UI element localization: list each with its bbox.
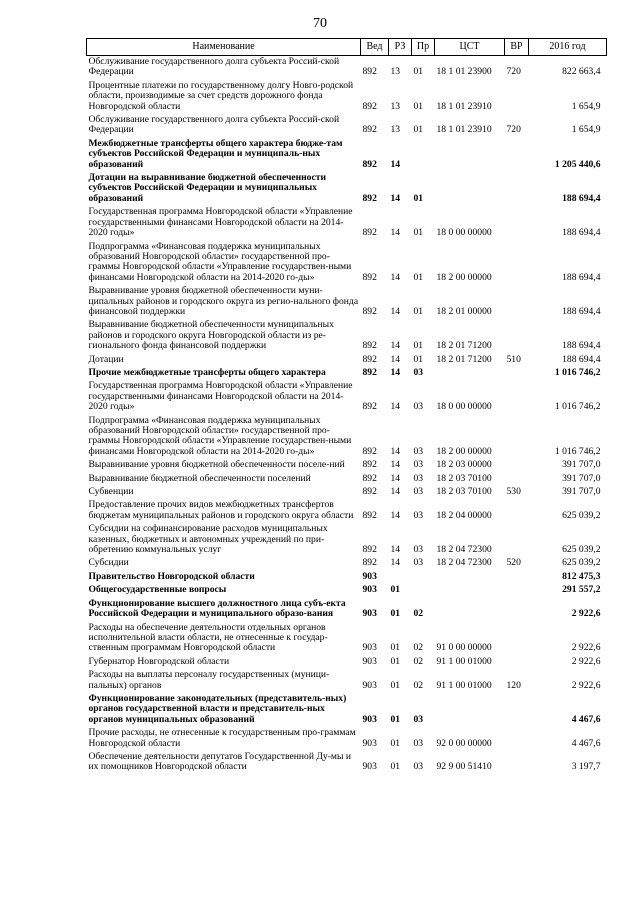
row-vr — [505, 241, 529, 286]
table-row — [87, 622, 607, 656]
row-pr: 01 — [413, 124, 424, 136]
row-ved: 892 — [362, 486, 377, 498]
row-cst: 18 2 04 72300 — [436, 544, 492, 556]
row-sum: 1 654,9 — [571, 124, 601, 136]
row-sum: 2 922,6 — [571, 608, 601, 620]
row-name: Выравнивание уровня бюджетной обеспеченности муни-ципальных районов и городского округа из регио-нального фонда финансовой поддержки — [88, 285, 359, 317]
row-name: Общегосударственные вопросы — [88, 584, 227, 596]
row-cst: 18 2 03 00000 — [436, 459, 492, 471]
table-row — [87, 138, 607, 172]
budget-table — [86, 38, 607, 775]
row-sum: 1 016 746,2 — [554, 445, 601, 457]
row-pr: 01 — [413, 100, 424, 112]
table-row — [87, 459, 607, 472]
table-row — [87, 415, 607, 460]
row-sum: 812 475,3 — [562, 570, 601, 582]
row-sum: 625 039,2 — [562, 544, 601, 556]
row-rz: 01 — [390, 737, 401, 749]
row-vr — [505, 285, 529, 319]
row-ved: 892 — [362, 459, 377, 471]
row-rz — [389, 571, 412, 584]
table-row — [87, 241, 607, 286]
row-rz: 14 — [390, 366, 401, 378]
row-cst — [435, 584, 505, 597]
table-row — [87, 367, 607, 380]
page-number: 70 — [313, 16, 327, 31]
row-name: Функционирование высшего должностного лица субъ-екта Российской Федерации и муниципального образо-вания — [88, 597, 346, 620]
row-sum: 1 205 440,6 — [554, 158, 601, 170]
row-pr: 02 — [413, 642, 424, 654]
row-vr — [505, 598, 529, 622]
row-cst: 92 9 00 51410 — [436, 761, 492, 773]
row-rz: 14 — [390, 353, 401, 365]
row-vr — [505, 380, 529, 414]
row-ved: 892 — [362, 472, 377, 484]
row-name: Субсидии — [88, 557, 129, 569]
row-sum: 4 467,6 — [571, 737, 601, 749]
row-sum: 2 922,6 — [571, 642, 601, 654]
row-cst — [435, 138, 505, 172]
row-sum: 188 694,4 — [562, 340, 601, 352]
row-rz: 01 — [390, 713, 401, 725]
row-pr: 03 — [413, 557, 424, 569]
header-name: Наименование — [87, 39, 361, 56]
row-pr: 01 — [413, 227, 424, 239]
header-pr: Пр — [412, 39, 435, 56]
table-row — [87, 557, 607, 570]
table-row — [87, 727, 607, 751]
row-cst: 18 2 04 00000 — [436, 509, 492, 521]
row-pr: 03 — [413, 761, 424, 773]
header-vr: ВР — [505, 39, 529, 56]
row-cst: 92 0 00 00000 — [436, 737, 492, 749]
row-name: Межбюджетные трансферты общего характера бюдже-там субъектов Российской Федерации и муниципаль-ных образований — [88, 137, 343, 170]
table-row — [87, 486, 607, 499]
row-name: Прочие расходы, не отнесенные к государственным про-граммам Новгородской области — [88, 727, 356, 749]
row-sum: 391 707,0 — [562, 472, 601, 484]
table-row — [87, 354, 607, 367]
row-vr — [505, 727, 529, 751]
row-cst: 18 2 04 72300 — [436, 557, 492, 569]
row-name: Губернатор Новгородской области — [88, 655, 230, 667]
row-sum: 822 663,4 — [562, 66, 601, 78]
row-pr: 03 — [413, 401, 424, 413]
table-row — [87, 656, 607, 669]
row-ved: 903 — [362, 713, 377, 725]
row-sum: 291 557,2 — [562, 584, 601, 596]
row-rz: 01 — [390, 655, 401, 667]
row-pr: 03 — [413, 486, 424, 498]
row-vr — [505, 172, 529, 206]
row-vr — [505, 206, 529, 240]
row-rz: 14 — [390, 340, 401, 352]
row-ved: 892 — [362, 227, 377, 239]
row-sum: 391 707,0 — [562, 486, 601, 498]
row-ved: 903 — [362, 608, 377, 620]
row-sum: 188 694,4 — [562, 271, 601, 283]
row-pr: 02 — [413, 679, 424, 691]
row-ved: 892 — [362, 366, 377, 378]
row-sum: 1 016 746,2 — [554, 401, 601, 413]
row-ved: 903 — [362, 679, 377, 691]
row-cst: 18 2 01 71200 — [436, 340, 492, 352]
row-sum: 2 922,6 — [571, 655, 601, 667]
row-vr: 120 — [506, 679, 521, 691]
row-vr — [505, 656, 529, 669]
row-ved: 892 — [362, 509, 377, 521]
row-ved: 903 — [362, 584, 377, 596]
row-vr — [505, 523, 529, 557]
row-name: Правительство Новгородской области — [88, 570, 255, 582]
row-cst: 18 1 01 23900 — [436, 66, 492, 78]
row-rz: 01 — [390, 584, 401, 596]
row-sum: 188 694,4 — [562, 305, 601, 317]
row-cst — [435, 598, 505, 622]
table-header-row — [87, 39, 607, 56]
row-name: Обслуживание государственного долга субъекта Россий-ской Федерации — [88, 56, 340, 78]
row-ved: 892 — [362, 66, 377, 78]
row-ved: 892 — [362, 158, 377, 170]
row-rz: 01 — [390, 642, 401, 654]
row-rz: 14 — [390, 305, 401, 317]
row-cst: 18 2 00 00000 — [436, 271, 492, 283]
row-name: Процентные платежи по государственному долгу Новго-родской области, производимые за счет средств дорожного фонда Новгородской области — [88, 79, 354, 112]
table-row — [87, 523, 607, 557]
row-vr: 530 — [506, 486, 521, 498]
header-rz: РЗ — [389, 39, 412, 56]
row-sum: 1 654,9 — [571, 100, 601, 112]
row-rz: 14 — [390, 401, 401, 413]
row-ved: 892 — [362, 445, 377, 457]
row-sum: 2 922,6 — [571, 679, 601, 691]
row-vr — [505, 415, 529, 460]
row-pr — [412, 138, 435, 172]
row-sum: 625 039,2 — [562, 557, 601, 569]
row-vr — [505, 473, 529, 486]
row-name: Субсидии на софинансирование расходов муниципальных казенных, бюджетных и автономных учреждений по при-обретению коммунальных услуг — [88, 523, 328, 556]
row-pr — [412, 571, 435, 584]
row-ved: 903 — [362, 655, 377, 667]
row-rz: 14 — [390, 445, 401, 457]
row-name: Выравнивание бюджетной обеспеченности поселений — [88, 472, 311, 484]
row-pr: 03 — [413, 509, 424, 521]
row-vr — [505, 138, 529, 172]
row-pr: 03 — [413, 459, 424, 471]
row-ved: 903 — [362, 642, 377, 654]
table-row — [87, 285, 607, 319]
row-cst: 18 2 01 71200 — [436, 353, 492, 365]
row-ved: 892 — [362, 100, 377, 112]
header-cst: ЦСТ — [435, 39, 505, 56]
table-row — [87, 571, 607, 584]
row-pr: 01 — [413, 305, 424, 317]
row-pr: 01 — [413, 271, 424, 283]
row-vr: 720 — [506, 66, 521, 78]
row-ved: 892 — [362, 557, 377, 569]
row-rz: 01 — [390, 608, 401, 620]
row-cst — [435, 693, 505, 727]
row-ved: 892 — [362, 353, 377, 365]
row-name: Подпрограмма «Финансовая поддержка муниципальных образований Новгородской области» государственной про-граммы Новгородской области «Управление государствен-ными финансами Новгородской области на 2014-2020 го-ды» — [88, 240, 352, 283]
table-row — [87, 473, 607, 486]
row-rz: 14 — [390, 271, 401, 283]
row-cst: 18 1 01 23910 — [436, 100, 492, 112]
row-sum: 4 467,6 — [571, 713, 601, 725]
row-vr — [505, 693, 529, 727]
row-vr — [505, 499, 529, 523]
header-year: 2016 год — [529, 39, 607, 56]
row-ved: 892 — [362, 401, 377, 413]
row-rz: 14 — [390, 486, 401, 498]
row-rz: 14 — [390, 192, 401, 204]
row-pr: 01 — [413, 192, 424, 204]
row-name: Дотации — [88, 353, 124, 365]
row-pr: 03 — [413, 472, 424, 484]
row-name: Субвенции — [88, 486, 134, 498]
row-ved: 892 — [362, 544, 377, 556]
row-vr — [505, 459, 529, 472]
table-row — [87, 751, 607, 775]
row-pr: 02 — [413, 655, 424, 667]
row-cst: 18 2 03 70100 — [436, 486, 492, 498]
row-ved: 892 — [362, 271, 377, 283]
row-rz: 14 — [390, 472, 401, 484]
header-ved: Вед — [361, 39, 389, 56]
row-name: Предоставление прочих видов межбюджетных трансфертов бюджетам муниципальных районов и городского округа области — [88, 499, 354, 521]
row-pr: 03 — [413, 544, 424, 556]
row-name: Расходы на выплаты персоналу государственных (муници-пальных) органов — [88, 669, 330, 691]
row-cst: 18 1 01 23910 — [436, 124, 492, 136]
row-pr: 03 — [413, 737, 424, 749]
row-cst: 18 2 01 00000 — [436, 305, 492, 317]
row-vr — [505, 751, 529, 775]
row-cst: 91 1 00 01000 — [436, 655, 492, 667]
row-ved: 892 — [362, 305, 377, 317]
row-cst: 18 0 00 00000 — [436, 227, 492, 239]
row-name: Выравнивание бюджетной обеспеченности муниципальных районов и городского округа Новгородской области из ре-гионального фонда финансовой поддержки — [88, 319, 334, 352]
table-row — [87, 114, 607, 138]
row-vr — [505, 80, 529, 114]
row-name: Обеспечение деятельности депутатов Государственной Ду-мы и их помощников Новгородской области — [88, 750, 351, 773]
row-cst — [435, 367, 505, 380]
row-rz: 13 — [390, 100, 401, 112]
row-ved: 903 — [362, 737, 377, 749]
row-rz: 14 — [390, 459, 401, 471]
row-rz: 14 — [390, 158, 401, 170]
row-cst: 91 0 00 00000 — [436, 642, 492, 654]
row-rz: 01 — [390, 761, 401, 773]
row-name: Дотации на выравнивание бюджетной обеспеченности субъектов Российской Федерации и муниципальных образований — [88, 172, 326, 204]
table-row — [87, 56, 607, 80]
row-ved: 903 — [362, 570, 377, 582]
row-pr: 01 — [413, 353, 424, 365]
row-sum: 1 016 746,2 — [554, 366, 601, 378]
row-cst: 18 2 03 70100 — [436, 472, 492, 484]
row-pr: 01 — [413, 66, 424, 78]
row-rz: 01 — [390, 679, 401, 691]
row-vr — [505, 622, 529, 656]
row-vr — [505, 367, 529, 380]
row-name: Обслуживание государственного долга субъекта Россий-ской Федерации — [88, 114, 340, 136]
row-name: Государственная программа Новгородской области «Управление государственными финансами Новгородской области на 2014-2020 годы» — [88, 206, 353, 239]
row-rz: 14 — [390, 557, 401, 569]
row-vr: 720 — [506, 124, 521, 136]
table-row — [87, 172, 607, 206]
row-ved: 892 — [362, 340, 377, 352]
row-rz: 14 — [390, 509, 401, 521]
row-vr — [505, 319, 529, 353]
table-row — [87, 319, 607, 353]
row-cst: 18 2 00 00000 — [436, 445, 492, 457]
row-pr — [412, 584, 435, 597]
row-name: Прочие межбюджетные трансферты общего характера — [88, 366, 326, 378]
row-pr: 03 — [413, 713, 424, 725]
row-sum: 625 039,2 — [562, 509, 601, 521]
table-row — [87, 584, 607, 597]
row-rz: 14 — [390, 544, 401, 556]
row-name: Подпрограмма «Финансовая поддержка муниципальных образований Новгородской области» государственной про-граммы Новгородской области «Управление государствен-ными финансами Новгородской области на 2014-2020 го-ды» — [88, 414, 352, 457]
table-row — [87, 380, 607, 414]
row-pr: 03 — [413, 366, 424, 378]
row-ved: 903 — [362, 761, 377, 773]
row-cst: 18 0 00 00000 — [436, 401, 492, 413]
row-cst — [435, 172, 505, 206]
table-row — [87, 598, 607, 622]
row-vr: 520 — [506, 557, 521, 569]
table-row — [87, 206, 607, 240]
row-name: Расходы на обеспечение деятельности отдельных органов исполнительной власти области, не отнесенные к государ-ственным программам Новгородской области — [88, 621, 328, 654]
row-vr — [505, 571, 529, 584]
row-rz: 13 — [390, 124, 401, 136]
row-ved: 892 — [362, 124, 377, 136]
row-vr — [505, 584, 529, 597]
row-sum: 188 694,4 — [562, 227, 601, 239]
row-name: Государственная программа Новгородской области «Управление государственными финансами Новгородской области на 2014-2020 годы» — [88, 380, 353, 413]
row-pr: 02 — [413, 608, 424, 620]
table-row — [87, 669, 607, 693]
row-cst: 91 1 00 01000 — [436, 679, 492, 691]
table-row — [87, 693, 607, 727]
row-rz: 13 — [390, 66, 401, 78]
row-sum: 3 197,7 — [571, 761, 601, 773]
row-sum: 188 694,4 — [562, 192, 601, 204]
row-sum: 188 694,4 — [562, 353, 601, 365]
row-rz: 14 — [390, 227, 401, 239]
row-cst — [435, 571, 505, 584]
row-name: Выравнивание уровня бюджетной обеспеченности поселе-ний — [88, 459, 345, 471]
table-row — [87, 80, 607, 114]
row-ved: 892 — [362, 192, 377, 204]
row-pr: 03 — [413, 445, 424, 457]
row-vr: 510 — [506, 353, 521, 365]
row-sum: 391 707,0 — [562, 459, 601, 471]
row-pr: 01 — [413, 340, 424, 352]
table-row — [87, 499, 607, 523]
row-name: Функционирование законодательных (представитель-ных) органов государственной власти и представитель-ных органов муниципальных образований — [88, 692, 347, 725]
table-body — [87, 56, 607, 775]
